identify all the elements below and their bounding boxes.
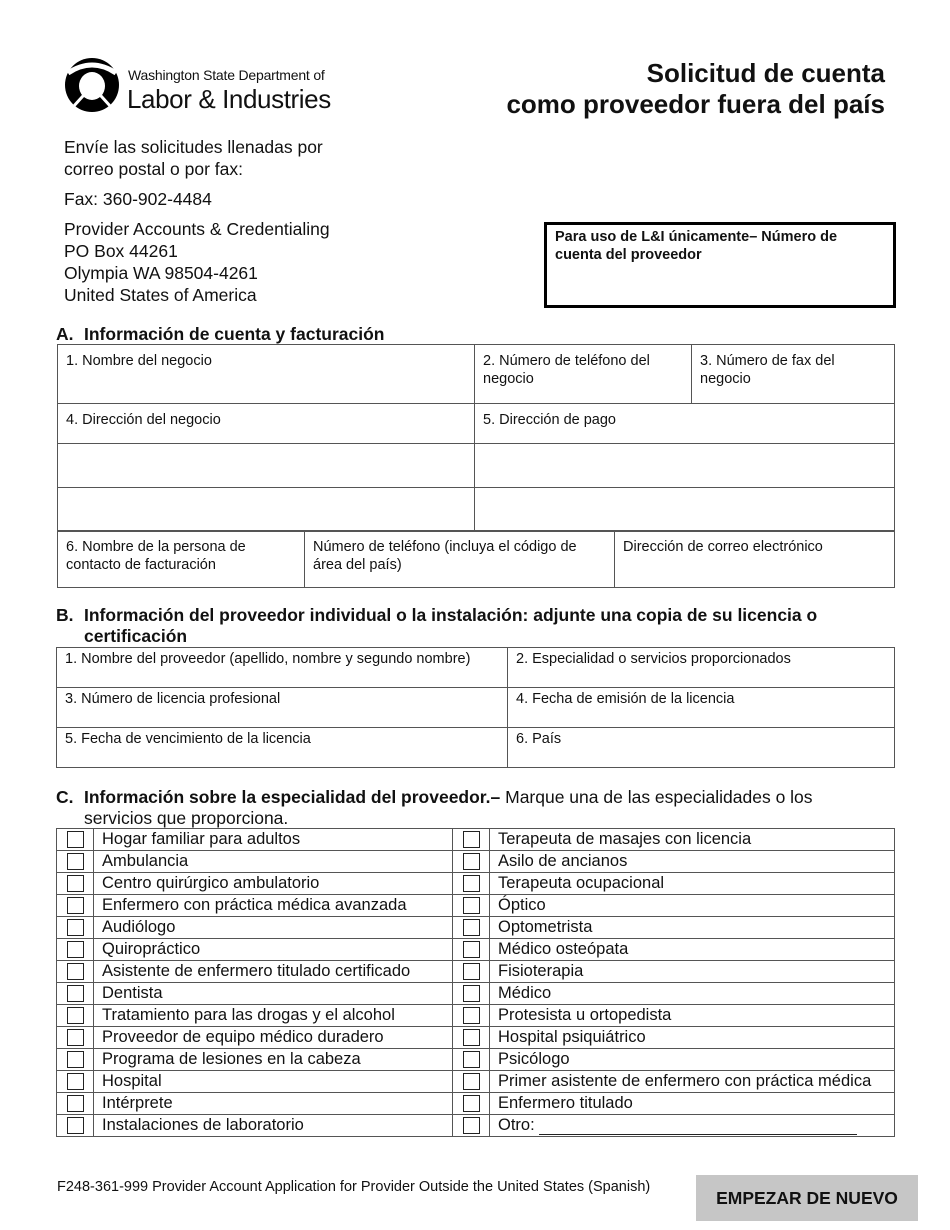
billing-contact-label: 6. Nombre de la persona de contacto de facturación <box>66 539 246 573</box>
mailing-address <box>64 218 330 306</box>
section-a-contact-table <box>57 530 895 588</box>
payment-address-label: 5. Dirección de pago <box>483 412 616 428</box>
left-specialty-cell <box>94 939 453 961</box>
section-a-letter: A. <box>56 324 74 344</box>
right-checkbox-cell <box>453 961 490 983</box>
country-label: 6. País <box>516 731 562 747</box>
title-line1: Solicitud de cuenta <box>646 58 885 88</box>
payment-address-line3-field[interactable] <box>475 488 895 532</box>
section-c-title-bold: Información sobre la especialidad del proveedor.– <box>84 787 501 807</box>
specialty-label: Médico osteópata <box>498 940 629 958</box>
section-c-letter: C. <box>56 787 74 807</box>
left-specialty-cell <box>94 895 453 917</box>
right-specialty-cell <box>490 1115 895 1137</box>
other-specialty-input[interactable] <box>539 1120 857 1135</box>
checklist-row <box>57 851 895 873</box>
left-specialty-cell <box>94 1049 453 1071</box>
left-checkbox-cell <box>57 939 94 961</box>
business-fax-field[interactable] <box>692 345 895 404</box>
specialty-label: Tratamiento para las drogas y el alcohol <box>102 1006 395 1024</box>
license-issue-label: 4. Fecha de emisión de la licencia <box>516 691 735 707</box>
business-phone-label: 2. Número de teléfono del negocio <box>483 353 650 387</box>
section-b-title-line2: certificación <box>84 626 188 646</box>
right-specialty-cell <box>490 1005 895 1027</box>
section-b-table <box>56 647 895 768</box>
email-label: Dirección de correo electrónico <box>623 539 823 555</box>
business-fax-label: 3. Número de fax del negocio <box>700 353 835 387</box>
checkbox[interactable] <box>67 1073 84 1090</box>
specialty-label: Ambulancia <box>102 852 189 870</box>
checkbox[interactable] <box>67 1117 84 1134</box>
left-specialty-cell <box>94 917 453 939</box>
checkbox[interactable] <box>67 963 84 980</box>
left-specialty-cell <box>94 851 453 873</box>
left-checkbox-cell <box>57 873 94 895</box>
right-checkbox-cell <box>453 983 490 1005</box>
checkbox[interactable] <box>67 875 84 892</box>
license-expiry-label: 5. Fecha de vencimiento de la licencia <box>65 731 311 747</box>
business-address-field[interactable] <box>58 404 475 444</box>
logo-line2: Labor & Industries <box>127 84 331 114</box>
checkbox[interactable] <box>67 897 84 914</box>
page-title <box>506 58 885 120</box>
checklist-row <box>57 829 895 851</box>
right-specialty-cell <box>490 961 895 983</box>
office-use-box[interactable] <box>544 222 896 308</box>
contact-phone-field[interactable] <box>305 531 615 588</box>
specialty-label: 2. Especialidad o servicios proporcionados <box>516 651 791 667</box>
specialty-label: Hospital <box>102 1072 162 1090</box>
checklist-row <box>57 1071 895 1093</box>
specialty-label: Primer asistente de enfermero con práctica médica <box>498 1072 872 1090</box>
business-name-label: 1. Nombre del negocio <box>66 353 212 369</box>
right-checkbox-cell <box>453 1093 490 1115</box>
section-a-heading <box>56 324 384 345</box>
checklist-row <box>57 1005 895 1027</box>
checkbox[interactable] <box>67 941 84 958</box>
section-c-title-line2: servicios que proporciona. <box>84 808 289 828</box>
country-field[interactable] <box>508 728 895 768</box>
right-specialty-cell <box>490 939 895 961</box>
specialty-label: Protesista u ortopedista <box>498 1006 672 1024</box>
left-checkbox-cell <box>57 829 94 851</box>
checkbox[interactable] <box>463 963 480 980</box>
specialty-label: Enfermero con práctica médica avanzada <box>102 896 407 914</box>
email-field[interactable] <box>615 531 895 588</box>
right-checkbox-cell <box>453 851 490 873</box>
office-use-label: Para uso de L&I únicamente– Número de cuenta del proveedor <box>555 229 838 263</box>
right-checkbox-cell <box>453 895 490 917</box>
checkbox[interactable] <box>67 1029 84 1046</box>
right-specialty-cell <box>490 1093 895 1115</box>
section-c-heading <box>56 787 906 829</box>
payment-address-field[interactable] <box>475 404 895 444</box>
checkbox[interactable] <box>463 897 480 914</box>
title-line2: como proveedor fuera del país <box>506 89 885 119</box>
checkbox[interactable] <box>463 853 480 870</box>
address-line: Olympia WA 98504-4261 <box>64 263 258 283</box>
checklist-row <box>57 939 895 961</box>
lni-logo-icon <box>64 55 120 113</box>
specialty-label: Otro: <box>498 1116 535 1134</box>
checkbox[interactable] <box>67 831 84 848</box>
checkbox[interactable] <box>463 1029 480 1046</box>
business-address-line2-field[interactable] <box>58 444 475 488</box>
specialty-label: Intérprete <box>102 1094 173 1112</box>
instructions <box>64 136 323 180</box>
specialty-label: Audiólogo <box>102 918 176 936</box>
left-checkbox-cell <box>57 851 94 873</box>
left-checkbox-cell <box>57 1093 94 1115</box>
license-number-field[interactable] <box>57 688 508 728</box>
checkbox[interactable] <box>463 941 480 958</box>
checklist-row <box>57 917 895 939</box>
right-checkbox-cell <box>453 829 490 851</box>
left-specialty-cell <box>94 983 453 1005</box>
specialty-label: Instalaciones de laboratorio <box>102 1116 304 1134</box>
right-specialty-cell <box>490 829 895 851</box>
checkbox[interactable] <box>463 1007 480 1024</box>
checklist-row <box>57 1049 895 1071</box>
specialty-label: Dentista <box>102 984 163 1002</box>
specialty-label: Centro quirúrgico ambulatorio <box>102 874 320 892</box>
specialty-label: Óptico <box>498 896 546 914</box>
instructions-line2: correo postal o por fax: <box>64 159 243 179</box>
left-checkbox-cell <box>57 1005 94 1027</box>
right-specialty-cell <box>490 917 895 939</box>
left-checkbox-cell <box>57 1115 94 1137</box>
provider-name-field[interactable] <box>57 648 508 688</box>
license-number-label: 3. Número de licencia profesional <box>65 691 281 707</box>
specialty-label: Hospital psiquiátrico <box>498 1028 646 1046</box>
business-address-label: 4. Dirección del negocio <box>66 412 221 428</box>
logo-line1: Washington State Department of <box>128 67 325 83</box>
address-line: PO Box 44261 <box>64 241 178 261</box>
right-specialty-cell <box>490 895 895 917</box>
specialty-label: Terapeuta ocupacional <box>498 874 665 892</box>
section-b-heading <box>56 605 906 647</box>
instructions-line1: Envíe las solicitudes llenadas por <box>64 137 323 157</box>
checkbox[interactable] <box>67 919 84 936</box>
specialty-label: Asistente de enfermero titulado certificado <box>102 962 411 980</box>
checkbox[interactable] <box>67 1007 84 1024</box>
left-checkbox-cell <box>57 1049 94 1071</box>
left-checkbox-cell <box>57 1071 94 1093</box>
checkbox[interactable] <box>463 919 480 936</box>
checkbox[interactable] <box>463 831 480 848</box>
provider-name-label: 1. Nombre del proveedor (apellido, nombre y segundo nombre) <box>65 651 471 667</box>
contact-phone-label: Número de teléfono (incluya el código de área del país) <box>313 539 577 573</box>
left-specialty-cell <box>94 873 453 895</box>
left-specialty-cell <box>94 1093 453 1115</box>
right-checkbox-cell <box>453 917 490 939</box>
billing-contact-field[interactable] <box>58 531 305 588</box>
section-c-title-rest: Marque una de las especialidades o los <box>500 787 813 807</box>
reset-button[interactable]: EMPEZAR DE NUEVO <box>696 1175 918 1221</box>
checkbox[interactable] <box>463 1117 480 1134</box>
left-checkbox-cell <box>57 961 94 983</box>
payment-address-line2-field[interactable] <box>475 444 895 488</box>
license-expiry-field[interactable] <box>57 728 508 768</box>
left-specialty-cell <box>94 1071 453 1093</box>
left-checkbox-cell <box>57 983 94 1005</box>
checkbox[interactable] <box>67 985 84 1002</box>
specialty-label: Psicólogo <box>498 1050 570 1068</box>
specialty-checklist <box>56 828 895 1137</box>
specialty-label: Enfermero titulado <box>498 1094 633 1112</box>
specialty-label: Terapeuta de masajes con licencia <box>498 830 752 848</box>
specialty-label: Asilo de ancianos <box>498 852 628 870</box>
checkbox[interactable] <box>463 985 480 1002</box>
checklist-row <box>57 1027 895 1049</box>
right-checkbox-cell <box>453 1049 490 1071</box>
business-name-field[interactable] <box>58 345 475 404</box>
right-specialty-cell <box>490 1049 895 1071</box>
checkbox[interactable] <box>67 853 84 870</box>
checkbox[interactable] <box>463 1051 480 1068</box>
checklist-row <box>57 983 895 1005</box>
checkbox[interactable] <box>463 1095 480 1112</box>
left-specialty-cell <box>94 1115 453 1137</box>
right-specialty-cell <box>490 851 895 873</box>
left-specialty-cell <box>94 1027 453 1049</box>
specialty-label: Médico <box>498 984 552 1002</box>
left-specialty-cell <box>94 829 453 851</box>
checklist-row <box>57 873 895 895</box>
checkbox[interactable] <box>463 875 480 892</box>
checkbox[interactable] <box>67 1095 84 1112</box>
checkbox[interactable] <box>67 1051 84 1068</box>
right-checkbox-cell <box>453 1027 490 1049</box>
section-b-title-line1: Información del proveedor individual o la instalación: adjunte una copia de su licencia o <box>84 605 818 625</box>
left-checkbox-cell <box>57 1027 94 1049</box>
address-line: United States of America <box>64 285 257 305</box>
left-checkbox-cell <box>57 917 94 939</box>
right-checkbox-cell <box>453 939 490 961</box>
checkbox[interactable] <box>463 1073 480 1090</box>
business-address-line3-field[interactable] <box>58 488 475 532</box>
address-line: Provider Accounts & Credentialing <box>64 219 330 239</box>
specialty-label: Fisioterapia <box>498 962 584 980</box>
right-checkbox-cell <box>453 1115 490 1137</box>
section-a-title: Información de cuenta y facturación <box>84 324 385 344</box>
right-specialty-cell <box>490 983 895 1005</box>
right-checkbox-cell <box>453 1071 490 1093</box>
checklist-row <box>57 895 895 917</box>
right-specialty-cell <box>490 1027 895 1049</box>
specialty-field[interactable] <box>508 648 895 688</box>
form-id: F248-361-999 Provider Account Application for Provider Outside the United States (Spanish) <box>57 1179 651 1195</box>
checklist-row <box>57 961 895 983</box>
business-phone-field[interactable] <box>475 345 692 404</box>
section-b-letter: B. <box>56 605 74 625</box>
fax-number: Fax: 360-902-4484 <box>64 189 212 209</box>
specialty-label: Quiropráctico <box>102 940 201 958</box>
right-specialty-cell <box>490 873 895 895</box>
specialty-label: Hogar familiar para adultos <box>102 830 301 848</box>
specialty-label: Programa de lesiones en la cabeza <box>102 1050 361 1068</box>
license-issue-field[interactable] <box>508 688 895 728</box>
specialty-label: Optometrista <box>498 918 593 936</box>
right-specialty-cell <box>490 1071 895 1093</box>
left-checkbox-cell <box>57 895 94 917</box>
right-checkbox-cell <box>453 1005 490 1027</box>
checklist-row <box>57 1093 895 1115</box>
left-specialty-cell <box>94 961 453 983</box>
left-specialty-cell <box>94 1005 453 1027</box>
right-checkbox-cell <box>453 873 490 895</box>
checklist-row <box>57 1115 895 1137</box>
specialty-label: Proveedor de equipo médico duradero <box>102 1028 384 1046</box>
section-a-table <box>57 344 895 532</box>
